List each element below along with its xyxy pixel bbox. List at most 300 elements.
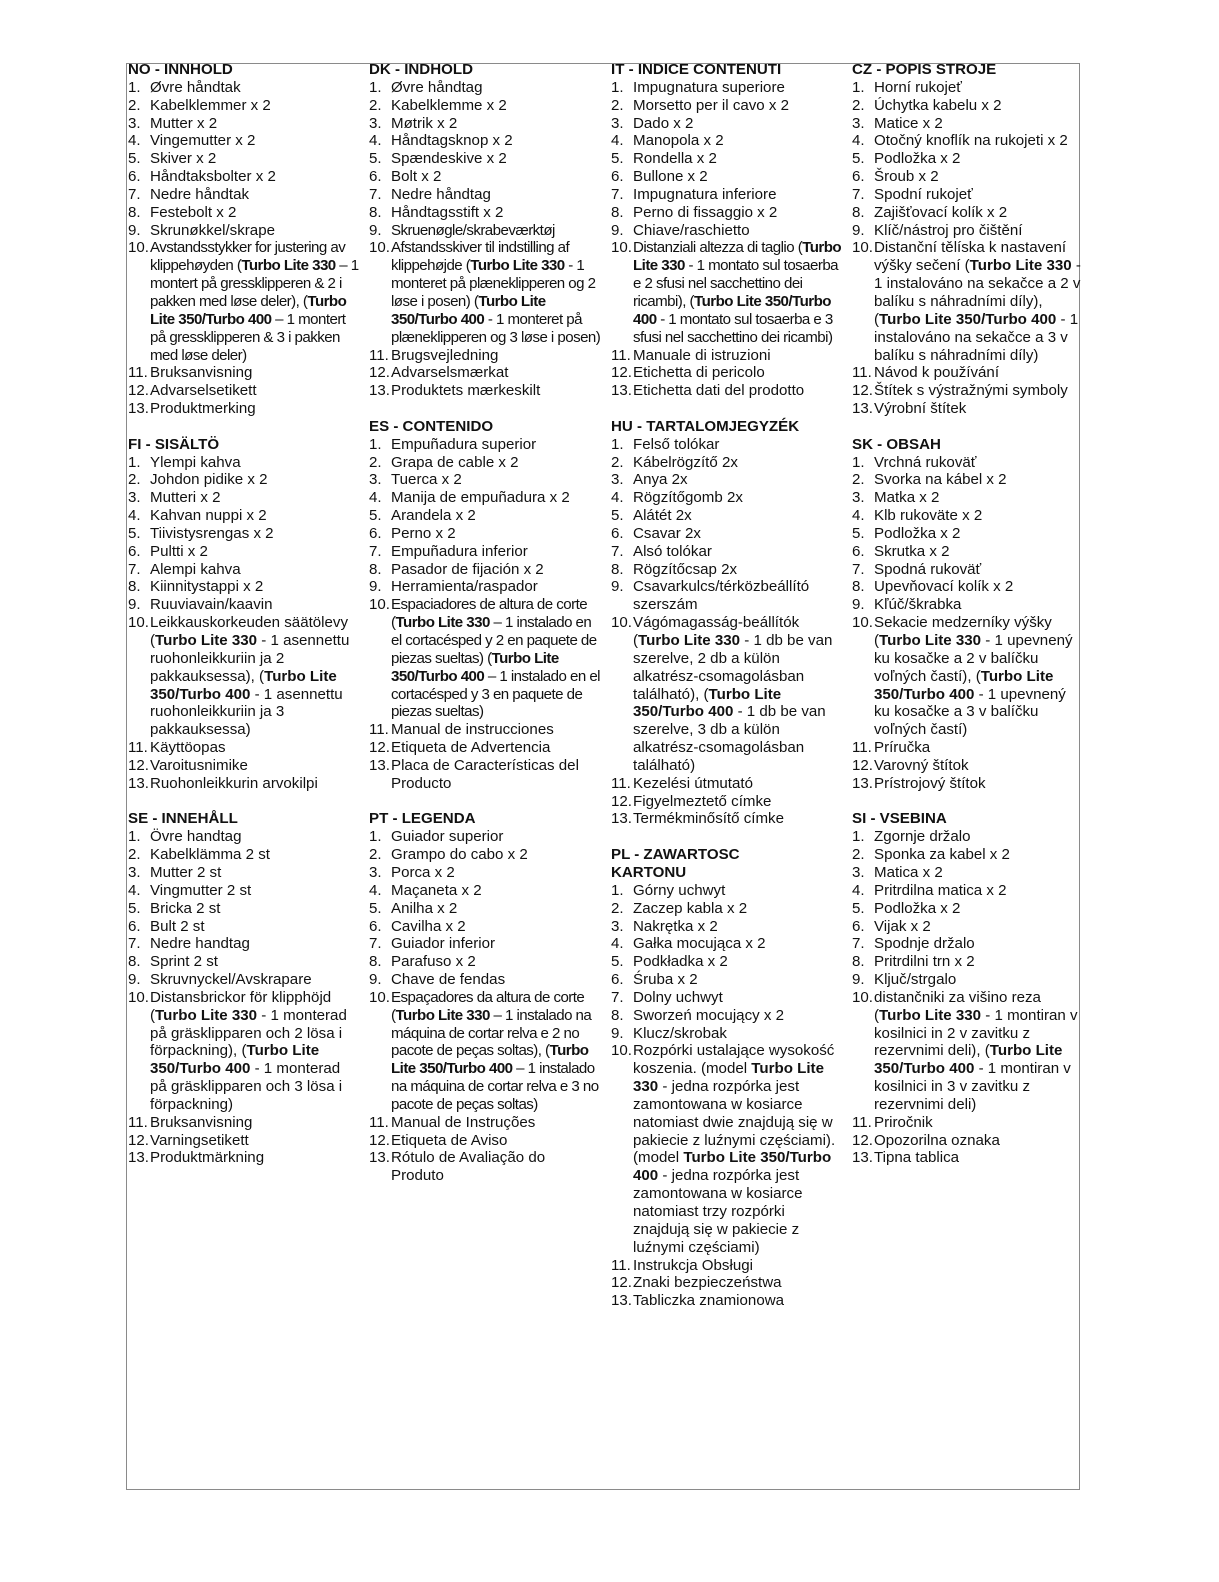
list-item [611,1007,843,1025]
item-number: 8. [611,560,624,578]
list-item [611,347,843,365]
item-number: 1. [369,828,382,846]
item-number: 9. [852,971,865,989]
list-item [852,168,1084,186]
list-item [128,739,360,757]
contents-section [369,810,601,1185]
item-number: 2. [369,453,382,471]
item-text: Gałka mocująca x 2 [633,935,766,953]
list-item [611,471,843,489]
model-name: Turbo Lite 350/Turbo 400 [391,649,559,685]
item-text-part: ( [874,1006,880,1024]
item-number: 2. [611,96,624,114]
section-title: FI - SISÄLTÖ [128,435,220,453]
list-item [369,525,601,543]
list-item [128,204,360,222]
item-text: Mutter 2 st [150,863,222,881]
list-item [128,1114,360,1132]
item-text: Vrchná rukoväť [874,453,977,471]
list-item [611,150,843,168]
item-number: 9. [369,578,382,596]
list-item [852,97,1084,115]
item-number: 5. [611,953,624,971]
item-number: 1. [128,78,141,96]
list-item [852,918,1084,936]
item-number: 10. [611,1042,632,1060]
item-number: 13. [852,774,873,792]
item-text: Pultti x 2 [150,542,208,560]
list-item [852,561,1084,579]
item-text: Käyttöopas [150,739,226,757]
item-number: 5. [369,150,382,168]
item-text-part: – 1 montert på gressklipperen & 2 i pakken med løse deler), ( [150,257,359,310]
model-name: Turbo Lite 350/Turbo 400 [391,292,546,328]
item-number: 10. [852,988,873,1006]
item-text: Maçaneta x 2 [391,881,482,899]
item-number: 9. [852,221,865,239]
item-text: Morsetto per il cavo x 2 [633,96,790,114]
item-text: Arandela x 2 [391,507,476,525]
model-name: Turbo Lite 350/Turbo 400 [879,310,1057,328]
item-number: 1. [852,453,865,471]
item-text: Spodní rukojeť [874,185,973,203]
item-text-part: – 1 instalado na máquina de cortar relva e 2 no pacote de peças soltas), ( [391,1006,592,1060]
item-number: 7. [611,185,624,203]
list-item [369,900,601,918]
section-title: DK - INDHOLD [369,61,473,78]
item-number: 7. [852,935,865,953]
item-number: 12. [852,1131,873,1149]
item-text-part: - 1 upevnený ku kosačke a 3 v balíčku voľných častí) [874,685,1066,739]
list-item [128,525,360,543]
item-number: 1. [128,828,141,846]
item-text: Nedre håndtak [150,185,250,203]
item-text: Alátét 2x [633,507,692,525]
item-number: 5. [611,507,624,525]
list-item [611,543,843,561]
list-item [128,989,360,1114]
list-item [852,400,1084,418]
item-text: Dado x 2 [633,114,694,132]
item-text: Klucz/skrobak [633,1024,727,1042]
list-item [128,132,360,150]
item-text: Rondella x 2 [633,150,717,168]
item-text: Varoitusnimike [150,756,248,774]
item-number: 3. [611,114,624,132]
list-item [611,186,843,204]
item-number: 10. [128,614,149,632]
item-text: Guiador inferior [391,935,496,953]
item-number: 12. [852,756,873,774]
item-number: 11. [611,774,631,792]
item-text: Spændeskive x 2 [391,150,507,168]
item-number: 13. [128,400,149,418]
list-item [128,953,360,971]
list-item [369,79,601,97]
item-number: 9. [611,1024,624,1042]
item-text: Øvre håndtag [391,78,483,96]
item-text-part: Rozpórki ustalające wysokość koszenia. (model [633,1042,835,1078]
item-text: Manual de instrucciones [391,721,554,739]
item-text: Produktmerking [150,400,256,418]
item-text: Chave de fendas [391,971,506,989]
list-item [852,132,1084,150]
list-item [611,882,843,900]
item-text: Kľúč/škrabka [874,596,962,614]
model-name: Turbo Lite 350/Turbo 400 [150,667,337,703]
list-item [852,364,1084,382]
item-number: 8. [128,953,141,971]
list-item [369,828,601,846]
item-text: Matice x 2 [874,114,943,132]
list-item [128,882,360,900]
list-item [128,454,360,472]
item-text: Šroub x 2 [874,168,939,186]
item-text: Advarselsmærkat [391,364,509,382]
model-name: Turbo Lite 350/Turbo 400 [633,685,782,721]
item-text-part: – 1 instalado en el cortacésped y 3 en paquete de piezas sueltas) [391,667,600,721]
item-number: 11. [369,346,389,364]
contents-section [128,61,360,418]
list-item [852,882,1084,900]
item-number: 11. [611,346,631,364]
item-number: 11. [369,721,389,739]
item-number: 10. [369,596,390,614]
item-number: 10. [611,614,632,632]
item-number: 6. [128,168,141,186]
item-text: Zgornje držalo [874,828,971,846]
item-text: Pritrdilni trn x 2 [874,953,975,971]
list-item [611,364,843,382]
list-item [611,436,843,454]
item-text: Sworzeń mocujący x 2 [633,1006,784,1024]
item-text-part: - 1 instalováno na sekačce a 2 v balíku s náhradními díly), ( [874,257,1081,328]
section-title: CZ - POPIS STROJE [852,61,997,78]
item-number: 13. [128,774,149,792]
item-number: 13. [852,1149,873,1167]
item-number: 3. [369,471,382,489]
item-number: 12. [611,792,632,810]
list-item [852,1132,1084,1150]
list-item [611,168,843,186]
model-name: Turbo Lite 350/Turbo 400 [150,292,347,328]
item-text: Pasador de fijación x 2 [391,560,544,578]
model-name: Turbo Lite 350/Turbo 400 [874,667,1054,703]
item-number: 11. [611,1256,631,1274]
list-item [128,186,360,204]
item-number: 7. [852,560,865,578]
item-text: Placa de Características del Producto [391,756,579,792]
model-name: Turbo Lite 330 [155,1006,258,1024]
contents-section [852,436,1084,793]
list-item [128,239,360,364]
item-text: Mutter x 2 [150,114,218,132]
list-item [611,204,843,222]
item-number: 4. [852,507,865,525]
item-text: Empuñadura inferior [391,542,528,560]
item-text: Håndtaksbolter x 2 [150,168,276,186]
item-number: 10. [128,239,149,257]
list-item [611,97,843,115]
item-text-part: - 1 asennettu ruohonleikkuriin ja 3 pakkauksessa) [150,685,343,739]
item-text: Anya 2x [633,471,688,489]
list-item [611,489,843,507]
item-number: 2. [369,96,382,114]
list-item [852,1114,1084,1132]
item-number: 11. [128,1113,148,1131]
list-item [369,971,601,989]
item-text: Tipna tablica [874,1149,960,1167]
column-4 [852,61,1084,1185]
list-item [852,543,1084,561]
section-title: SI - VSEBINA [852,810,947,828]
item-text: Podložka x 2 [874,150,961,168]
item-text: Etichetta dati del prodotto [633,382,805,400]
item-number: 4. [611,935,624,953]
list-item [369,132,601,150]
item-text-part: Leikkauskorkeuden säätölevy ( [150,614,349,649]
item-text: Etiqueta de Aviso [391,1131,508,1149]
list-item [369,186,601,204]
item-text: Instrukcja Obsługi [633,1256,753,1274]
item-number: 11. [852,364,872,382]
list-item [611,1292,843,1310]
item-text: Guiador superior [391,828,504,846]
list-item [852,471,1084,489]
item-number: 10. [611,239,632,257]
item-text: Chiave/raschietto [633,221,750,239]
item-number: 12. [852,382,873,400]
item-text: Termékminősítő címke [633,810,784,828]
item-text: Kezelési útmutató [633,774,753,792]
item-number: 9. [128,221,141,239]
item-text: Podkładka x 2 [633,953,728,971]
item-text-part: distančniki za višino reza [874,988,1041,1006]
item-text: Ruuviavain/kaavin [150,596,273,614]
item-number: 9. [128,971,141,989]
item-text: Porca x 2 [391,863,455,881]
item-text: Návod k používání [874,364,1000,382]
item-text: Johdon pidike x 2 [150,471,268,489]
list-item [611,614,843,775]
column-3 [611,61,843,1328]
list-item [611,525,843,543]
item-number: 6. [369,168,382,186]
list-item [852,864,1084,882]
list-item [128,971,360,989]
item-text: Kabelklemme x 2 [391,96,507,114]
item-text-part: - 1 db be van szerelve, 3 db a külön alkatrész-csomagolásban található) [633,703,826,774]
item-number: 1. [611,78,624,96]
item-text [633,614,843,775]
list-item [852,382,1084,400]
item-number: 3. [128,863,141,881]
item-text: Bullone x 2 [633,168,708,186]
list-item [369,364,601,382]
list-item [128,115,360,133]
list-item [128,150,360,168]
item-text-part: - 1 asennettu ruohonleikkuriin ja 2 pakkauksessa), ( [150,632,350,685]
list-item [852,846,1084,864]
list-item [611,935,843,953]
item-text: Skiver x 2 [150,150,217,168]
item-number: 9. [369,971,382,989]
list-item [128,400,360,418]
item-text: Etichetta di pericolo [633,364,765,382]
item-text: Grapa de cable x 2 [391,453,519,471]
list-item [852,775,1084,793]
item-text: Górny uchwyt [633,881,726,899]
item-number: 12. [128,1131,149,1149]
item-text: Rögzítőcsap 2x [633,560,738,578]
model-name: Turbo Lite 330 [395,1006,490,1024]
item-text: Herramienta/raspador [391,578,538,596]
item-number: 2. [128,96,141,114]
item-text: Mutteri x 2 [150,489,221,507]
list-item [852,489,1084,507]
list-item [369,382,601,400]
model-name: Turbo Lite 350/Turbo 400 [633,1149,832,1185]
list-item [128,471,360,489]
list-item [611,132,843,150]
item-text-part: Espaciadores de altura de corte ( [391,596,588,632]
item-number: 8. [611,203,624,221]
list-item [128,846,360,864]
item-text: Príručka [874,739,931,757]
item-number: 12. [369,739,390,757]
list-item [611,953,843,971]
item-number: 1. [611,881,624,899]
item-text: Ylempi kahva [150,453,241,471]
list-item [611,989,843,1007]
item-number: 12. [369,364,390,382]
section-title: PL - ZAWARTOSC KARTONU [611,846,740,881]
list-item [369,935,601,953]
item-text: Alsó tolókar [633,542,712,560]
item-text: Kiinnitystappi x 2 [150,578,264,596]
item-text: Klíč/nástroj pro čištění [874,221,1023,239]
item-text: Felső tolókar [633,435,720,453]
item-number: 8. [369,953,382,971]
item-text-part: Vágómagasság-beállítók ( [633,614,800,649]
list-item [369,239,601,346]
list-item [369,97,601,115]
item-number: 6. [369,917,382,935]
list-item [369,204,601,222]
item-number: 5. [128,899,141,917]
item-number: 6. [611,971,624,989]
section-title: SE - INNEHÅLL [128,810,238,828]
list-item [611,239,843,346]
list-item [852,596,1084,614]
item-text-part: Distanziali altezza di taglio ( [633,239,803,257]
section-title: IT - INDICE CONTENUTI [611,61,782,78]
item-number: 4. [852,132,865,150]
list-item [852,115,1084,133]
item-text: Manual de Instruções [391,1113,536,1131]
model-name: Turbo Lite 330 [241,257,336,275]
model-name: Turbo Lite 330 [879,632,982,649]
item-text: Nakrętka x 2 [633,917,718,935]
item-number: 5. [369,899,382,917]
item-text: Znaki bezpieczeństwa [633,1274,782,1292]
item-text: Bolt x 2 [391,168,442,186]
contents-section [611,61,843,400]
model-name: Turbo Lite 350/Turbo 400 [633,292,831,328]
item-text: Klb rukoväte x 2 [874,507,983,525]
item-text: Otočný knoflík na rukojeti x 2 [874,132,1068,150]
item-text [391,239,601,346]
item-text: Övre handtag [150,828,242,846]
list-item [369,864,601,882]
item-text: Skruenøgle/skrabeværktøj [391,221,555,239]
item-text: Spodná rukoväť [874,560,982,578]
list-item [852,1149,1084,1167]
contents-section [852,61,1084,418]
list-item [369,953,601,971]
item-text-part: - jedna rozpórka jest zamontowana w kosiarce natomiast dwie znajdują się w pakiecie z luźnymi częściami). (model [633,1078,836,1167]
item-number: 8. [852,203,865,221]
item-text: Anilha x 2 [391,899,458,917]
item-number: 11. [128,739,148,757]
model-name: Turbo Lite 350/Turbo 400 [150,1042,320,1078]
item-text-part: - 1 montato sul tosaerba e 2 sfusi nel sacchettino dei ricambi), ( [633,257,839,310]
item-number: 12. [611,364,632,382]
item-text: Impugnatura superiore [633,78,785,96]
list-item [128,382,360,400]
item-text-part: Avstandsstykker for justering av klippehøyden ( [150,239,346,275]
model-name: Turbo Lite 350/Turbo 400 [874,1042,1063,1078]
item-text [874,239,1084,364]
list-item [611,222,843,240]
item-text: Manuale di istruzioni [633,346,771,364]
list-item [369,347,601,365]
item-number: 10. [852,614,873,632]
item-number: 2. [611,899,624,917]
item-number: 7. [611,988,624,1006]
item-text: Parafuso x 2 [391,953,476,971]
item-text: Zajišťovací kolík x 2 [874,203,1008,221]
item-number: 1. [611,435,624,453]
list-item [852,222,1084,240]
item-number: 3. [852,489,865,507]
list-item [611,79,843,97]
list-item [852,186,1084,204]
item-text: Cavilha x 2 [391,917,466,935]
item-text: Produktets mærkeskilt [391,382,541,400]
list-item [369,721,601,739]
item-number: 3. [369,114,382,132]
list-item [128,614,360,739]
item-text: Bult 2 st [150,917,205,935]
item-text: Kábelrögzítő 2x [633,453,738,471]
item-text: Rótulo de Avaliação do Produto [391,1149,546,1185]
item-text: Štítek s výstražnými symboly [874,382,1068,400]
item-number: 3. [852,863,865,881]
item-number: 3. [852,114,865,132]
item-text: Csavarkulcs/térközbeállító szerszám [633,578,810,614]
list-item [128,775,360,793]
list-item [128,561,360,579]
list-item [369,882,601,900]
section-title: PT - LEGENDA [369,810,476,828]
item-number: 11. [852,739,872,757]
item-number: 8. [128,578,141,596]
list-item [611,900,843,918]
item-text: Kabelklämma 2 st [150,846,270,864]
item-text-part: - 1 upevnený ku kosačke a 2 v balíčku voľných častí), ( [874,632,1073,685]
item-number: 7. [369,935,382,953]
